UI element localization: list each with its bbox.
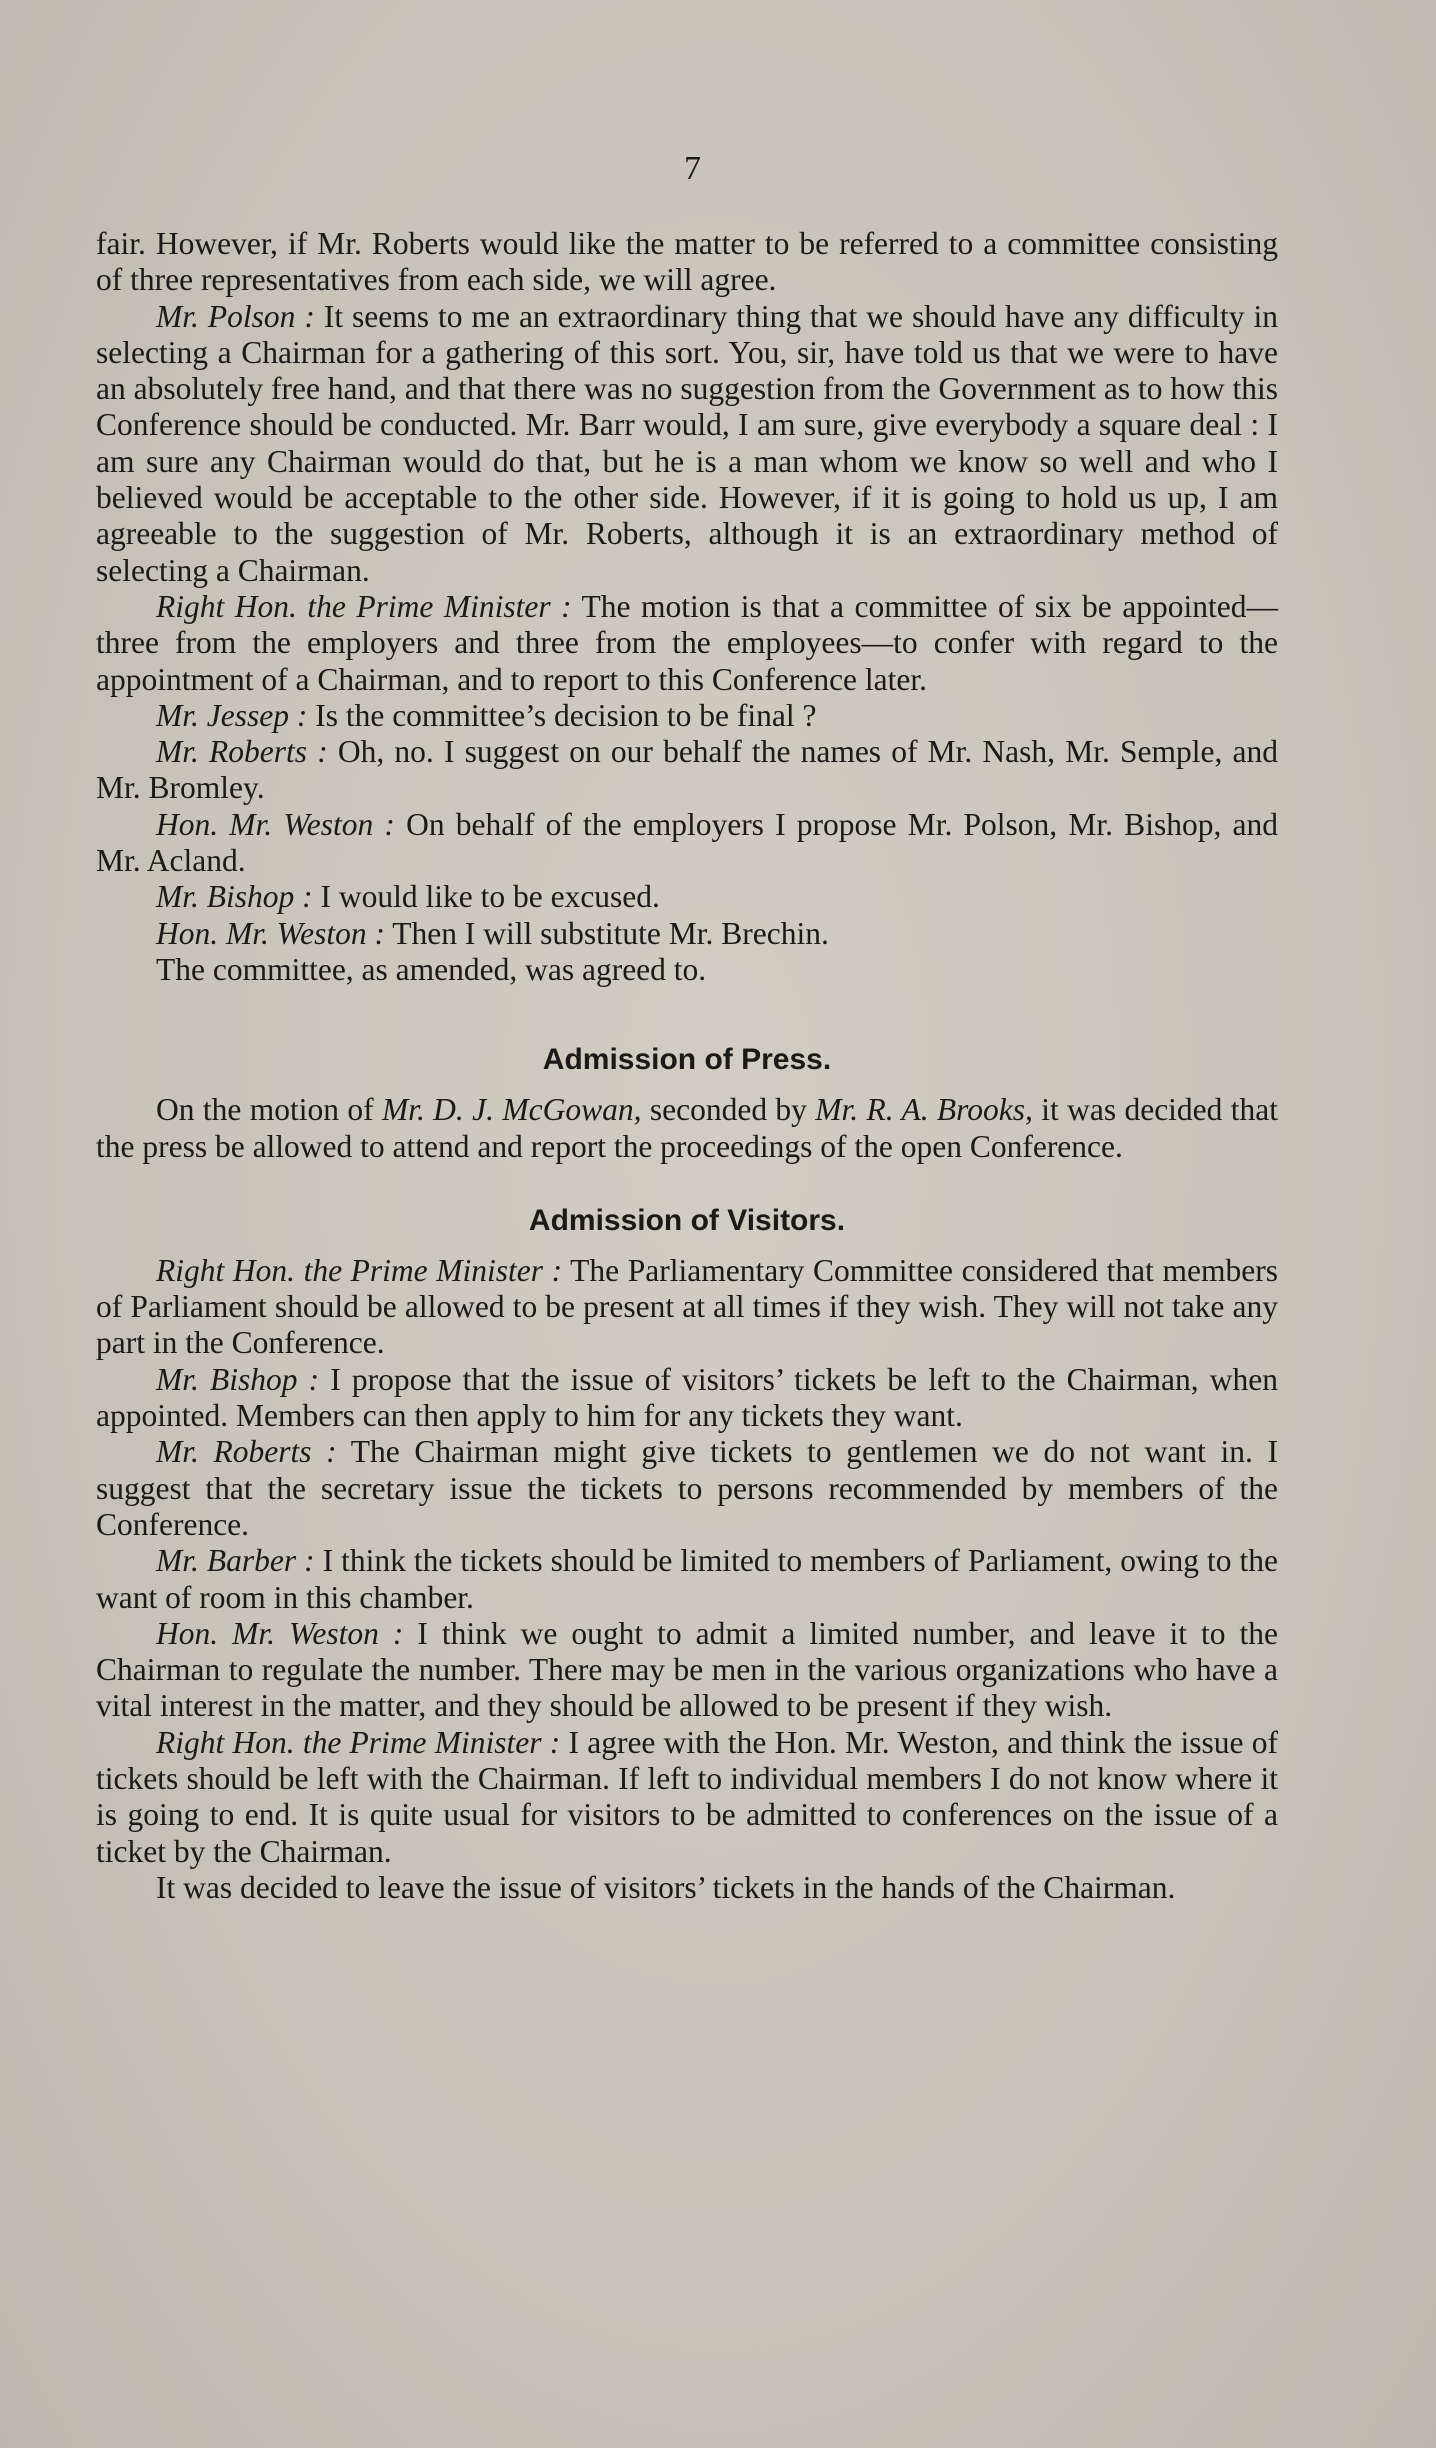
paragraph [96,1870,1278,1906]
paragraph-text: Is the committee’s decision to be final ? [307,697,817,733]
paragraph-text: I think the tickets should be limited to members of Parliament, owing to the want of room in this chamber. [96,1543,1278,1615]
paragraph [96,807,1278,880]
speaker-name: Hon. Mr. Weston : [156,1615,404,1651]
spacer [96,1080,1278,1092]
paragraph [96,1543,1278,1616]
paragraph-text: On behalf of the employers I propose Mr. Polson, Mr. Bishop, and Mr. Acland. [96,806,1278,879]
paragraph [96,1616,1278,1725]
speaker-name: Mr. Polson : [156,298,315,334]
paragraph-text: it was decided that the press be allowed to attend and report the proceedings of the open Conference. [96,1092,1279,1164]
page-body [96,226,1278,1906]
seconder-name: Mr. R. A. Brooks, [815,1092,1033,1128]
paragraph [96,1253,1278,1362]
speaker-name: Hon. Mr. Weston : [156,806,395,842]
paragraph-text: It was decided to leave the issue of visitors’ tickets in the hands of the Chairman. [156,1869,1176,1905]
paragraph-text: Oh, no. I suggest on our behalf the names of Mr. Nash, Mr. Semple, and Mr. Bromley. [96,734,1278,806]
speaker-name: Right Hon. the Prime Minister : [156,588,572,624]
paragraph-text: I think we ought to admit a limited number, and leave it to the Chairman to regulate the number. There may be men in the various organizations who have a vital interest in the matter, and they should be allowed to be present if they wish. [96,1615,1278,1724]
paragraph-text: I propose that the issue of visitors’ tickets be left to the Chairman, when appointed. Members can then apply to him for any tickets they want. [96,1361,1279,1434]
paragraph-text: It seems to me an extraordinary thing that we should have any difficulty in selecting a Chairman for a gathering of this sort. You, sir, have told us that we were to have an absolutely free hand, and that there was no suggestion from the Government as to how this Conference should be conducted. Mr. Barr would, I am sure, give everybody a square deal : I am sure any Chairman would do that, but he is a man whom we know so well and who I believed would be acceptable to the other side. However, if it is going to hold us up, I am agreeable to the suggestion of Mr. Roberts, although it is an extraordinary method of selecting a Chairman. [96,298,1278,588]
paragraph-text: The Chairman might give tickets to gentlemen we do not want in. I suggest that the secretary issue the tickets to persons recommended by members of the Conference. [96,1434,1278,1542]
speaker-name: Mr. Bishop : [156,1361,320,1397]
spacer [96,1241,1278,1253]
paragraph-text: I agree with the Hon. Mr. Weston, and think the issue of tickets should be left with the Chairman. If left to individual members I do not know where it is going to end. It is quite usual for visitors to be admitted to conferences on the issue of a ticket by the Chairman. [96,1724,1278,1869]
speaker-name: Mr. Roberts : [156,734,328,770]
spacer [96,1165,1278,1201]
paragraph [96,299,1278,589]
section-heading-visitors: Admission of Visitors. [528,1203,846,1237]
paragraph [96,1434,1278,1543]
paragraph-text: fair. However, if Mr. Roberts would like the matter to be referred to a committee consisting of three representatives from each side, we will agree. [96,226,1278,298]
paragraph [96,589,1278,698]
paragraph-text: The committee, as amended, was agreed to. [156,951,707,987]
section-heading-press: Admission of Press. [542,1043,832,1077]
paragraph [96,952,1278,988]
paragraph-text: On the motion of [156,1092,382,1128]
speaker-name: Hon. Mr. Weston : [156,915,385,951]
page-number: 7 [684,150,702,187]
paragraph [96,698,1278,734]
paragraph [96,1092,1278,1165]
paragraph-text: Then I will substitute Mr. Brechin. [384,915,829,951]
paragraph [96,734,1278,807]
paragraph [96,1725,1278,1870]
paragraph-text: seconded by [641,1092,816,1128]
paragraph-text: I would like to be excused. [312,879,660,915]
paragraph [96,226,1278,299]
paragraph-text: The Parliamentary Committee considered that members of Parliament should be allowed to be present at all times if they wish. They will not take any part in the Conference. [96,1252,1278,1361]
paragraph [96,1362,1278,1435]
paragraph [96,879,1278,915]
speaker-name: Mr. Bishop : [156,879,313,915]
speaker-name: Mr. Barber : [156,1543,315,1579]
mover-name: Mr. D. J. McGowan, [381,1092,642,1128]
speaker-name: Mr. Roberts : [156,1434,337,1470]
paragraph-text: The motion is that a committee of six be appointed—three from the employers and three from the employees—to confer with regard to the appointment of a Chairman, and to report to this Conference later. [96,588,1278,697]
paragraph [96,916,1278,952]
speaker-name: Right Hon. the Prime Minister : [156,1252,563,1288]
speaker-name: Mr. Jessep : [156,697,308,733]
speaker-name: Right Hon. the Prime Minister : [156,1724,561,1760]
spacer [96,988,1278,1040]
